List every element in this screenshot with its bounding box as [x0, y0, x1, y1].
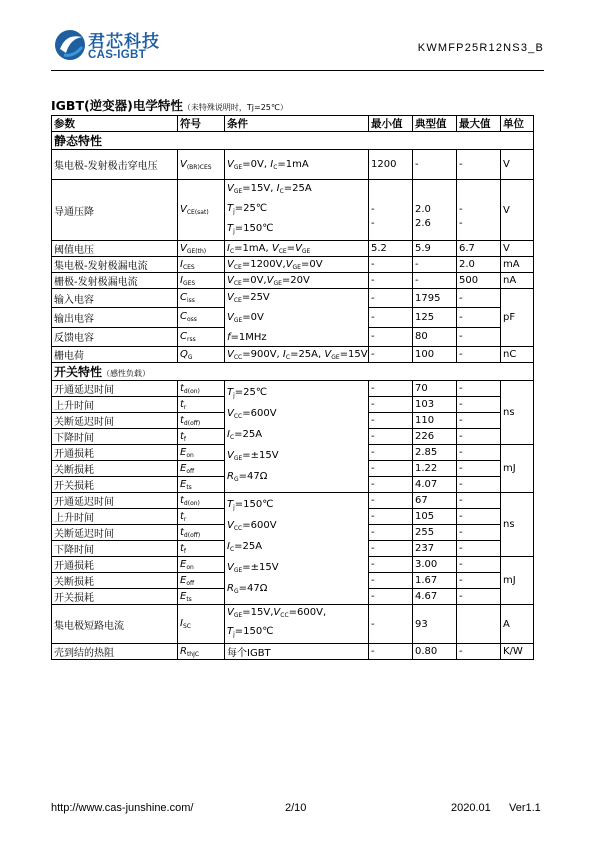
max-cell: -	[457, 381, 501, 397]
group-row-static	[52, 132, 534, 150]
max-cell	[457, 180, 501, 241]
electrical-characteristics-table	[51, 115, 534, 660]
max-value: -	[459, 218, 463, 229]
min-cell: -	[369, 289, 413, 308]
min-cell: -	[369, 477, 413, 493]
typ-cell: 80	[413, 327, 457, 346]
param-cell: 开通延迟时间	[52, 493, 178, 509]
static-group-title: 静态特性	[52, 132, 534, 150]
min-cell: -	[369, 381, 413, 397]
switching-title-text: 开关特性	[54, 365, 103, 379]
typ-cell: 70	[413, 381, 457, 397]
max-cell: 6.7	[457, 241, 501, 257]
table-row	[52, 257, 534, 273]
table-row	[52, 289, 534, 308]
unit-cell: ns	[501, 493, 534, 557]
unit-cell: K/W	[501, 644, 534, 660]
group-row-switching	[52, 363, 534, 381]
symbol-cell: $t_r$	[178, 509, 225, 525]
typ-cell: 67	[413, 493, 457, 509]
param-cell: 集电极-发射极击穿电压	[52, 150, 178, 180]
condition-cell: $T_j=25℃$ $V_{CC}=600V$ $I_C=25A$ $V_{GE}=\pm 15V$ $R_G=47\Omega$	[225, 381, 369, 493]
param-cell: 上升时间	[52, 397, 178, 413]
unit-cell: A	[501, 605, 534, 644]
symbol-cell: $t_{d(on)}$	[178, 493, 225, 509]
symbol-cell: $t_f$	[178, 541, 225, 557]
param-cell: 反馈电容	[52, 327, 178, 346]
symbol-cell: $t_{d(off)}$	[178, 413, 225, 429]
param-cell: 关断延迟时间	[52, 525, 178, 541]
param-cell: 栅电荷	[52, 347, 178, 363]
symbol-cell: $R_{thJC}$	[178, 644, 225, 660]
max-cell: -	[457, 289, 501, 308]
symbol-cell: $C_{rss}$	[178, 327, 225, 346]
table-row	[52, 241, 534, 257]
typ-cell: -	[413, 257, 457, 273]
typ-cell: 0.80	[413, 644, 457, 660]
max-cell: -	[457, 413, 501, 429]
typ-cell: 226	[413, 429, 457, 445]
min-cell: -	[369, 429, 413, 445]
unit-cell: mJ	[501, 445, 534, 493]
typ-cell: 93	[413, 605, 457, 644]
max-cell: -	[457, 525, 501, 541]
min-value: -	[371, 218, 375, 229]
param-cell: 关断损耗	[52, 573, 178, 589]
max-cell: -	[457, 397, 501, 413]
min-cell: -	[369, 509, 413, 525]
symbol-cell: $E_{ts}$	[178, 589, 225, 605]
param-cell: 导通压降	[52, 180, 178, 241]
typ-cell: 1.67	[413, 573, 457, 589]
symbol-cell: $I_{CES}$	[178, 257, 225, 273]
unit-cell: mJ	[501, 557, 534, 605]
typ-cell: 2.85	[413, 445, 457, 461]
typ-cell: -	[413, 273, 457, 289]
typ-cell: -	[413, 150, 457, 180]
param-cell: 壳到结的热阻	[52, 644, 178, 660]
typ-cell: 1795	[413, 289, 457, 308]
condition-cell: $I_C=1mA$, $V_{CE}=V_{GE}$	[225, 241, 369, 257]
param-cell: 下降时间	[52, 429, 178, 445]
unit-cell: mA	[501, 257, 534, 273]
col-header-symbol: 符号	[178, 116, 225, 132]
condition-cell: $V_{GE}=15V,V_{CC}=600V$, $T_j=150℃$	[225, 605, 369, 644]
col-header-condition: 条件	[225, 116, 369, 132]
param-cell: 关断损耗	[52, 461, 178, 477]
param-cell: 集电极-发射极漏电流	[52, 257, 178, 273]
min-cell: -	[369, 493, 413, 509]
footer-version: Ver1.1	[509, 802, 541, 814]
company-logo	[54, 27, 189, 67]
symbol-cell: $t_{d(off)}$	[178, 525, 225, 541]
table-row	[52, 644, 534, 660]
min-cell: 1200	[369, 150, 413, 180]
max-cell: -	[457, 509, 501, 525]
max-value: -	[459, 204, 463, 215]
max-cell: -	[457, 429, 501, 445]
symbol-cell: $I_{SC}$	[178, 605, 225, 644]
min-cell: -	[369, 257, 413, 273]
symbol-cell: $E_{on}$	[178, 557, 225, 573]
param-cell: 上升时间	[52, 509, 178, 525]
logo-mark-icon	[54, 27, 88, 67]
header-divider	[51, 70, 544, 71]
footer-url[interactable]: http://www.cas-junshine.com/	[51, 802, 194, 814]
param-cell: 输出电容	[52, 308, 178, 327]
max-cell: -	[457, 477, 501, 493]
param-cell: 下降时间	[52, 541, 178, 557]
param-cell: 开关损耗	[52, 477, 178, 493]
param-cell: 输入电容	[52, 289, 178, 308]
symbol-cell: $t_r$	[178, 397, 225, 413]
col-header-unit: 单位	[501, 116, 534, 132]
section-title-text: IGBT(逆变器)电学特性	[51, 98, 183, 113]
param-cell: 阈值电压	[52, 241, 178, 257]
max-cell: -	[457, 327, 501, 346]
min-cell: -	[369, 557, 413, 573]
typ-cell: 110	[413, 413, 457, 429]
switching-note: （感性负载）	[102, 369, 151, 378]
condition-cell: 每个IGBT	[225, 644, 369, 660]
max-cell	[457, 605, 501, 644]
table-row	[52, 381, 534, 397]
min-cell: -	[369, 541, 413, 557]
typ-value: 2.0	[415, 204, 431, 215]
min-cell: -	[369, 589, 413, 605]
param-cell: 集电极短路电流	[52, 605, 178, 644]
section-note: （未特殊说明时，Tj=25℃）	[182, 103, 288, 112]
symbol-cell: $C_{iss}$	[178, 289, 225, 308]
typ-cell: 3.00	[413, 557, 457, 573]
symbol-cell: $t_{d(on)}$	[178, 381, 225, 397]
condition-cell: $V_{CC}=900V$, $I_C=25A$, $V_{GE}=15V$	[225, 347, 369, 363]
typ-cell: 255	[413, 525, 457, 541]
max-cell: -	[457, 150, 501, 180]
max-cell: 2.0	[457, 257, 501, 273]
typ-cell	[413, 180, 457, 241]
condition-cell: $T_j=150℃$ $V_{CC}=600V$ $I_C=25A$ $V_{GE}=\pm 15V$ $R_G=47\Omega$	[225, 493, 369, 605]
typ-cell: 103	[413, 397, 457, 413]
min-cell: -	[369, 525, 413, 541]
max-cell: -	[457, 347, 501, 363]
footer-page-number: 2/10	[285, 802, 307, 814]
max-cell: -	[457, 573, 501, 589]
unit-cell: pF	[501, 289, 534, 347]
condition-cell: $V_{GE}=15V$, $I_C=25A$ $T_j=25℃$ $T_j=150℃$	[225, 180, 369, 241]
min-cell: -	[369, 644, 413, 660]
symbol-cell: $V_{GE(th)}$	[178, 241, 225, 257]
max-cell: -	[457, 445, 501, 461]
symbol-cell: $V_{CE(sat)}$	[178, 180, 225, 241]
param-cell: 开通延迟时间	[52, 381, 178, 397]
param-cell: 开通损耗	[52, 557, 178, 573]
table-row	[52, 273, 534, 289]
symbol-cell: $E_{ts}$	[178, 477, 225, 493]
condition-cell: $V_{CE}=25V$ $V_{GE}=0V$ f=1MHz	[225, 289, 369, 347]
max-cell: 500	[457, 273, 501, 289]
section-title	[51, 96, 288, 114]
param-cell: 开关损耗	[52, 589, 178, 605]
min-cell: -	[369, 605, 413, 644]
col-header-typ: 典型值	[413, 116, 457, 132]
typ-cell: 4.67	[413, 589, 457, 605]
typ-cell: 100	[413, 347, 457, 363]
condition-cell: $V_{GE}=0V$, $I_C=1mA$	[225, 150, 369, 180]
max-cell: -	[457, 461, 501, 477]
min-cell: -	[369, 347, 413, 363]
max-cell: -	[457, 644, 501, 660]
logo-english-text: CAS-IGBT	[88, 49, 146, 61]
min-cell: -	[369, 573, 413, 589]
max-cell: -	[457, 308, 501, 327]
typ-cell: 125	[413, 308, 457, 327]
footer-date: 2020.01	[451, 802, 491, 814]
col-header-min: 最小值	[369, 116, 413, 132]
table-row	[52, 493, 534, 509]
typ-cell: 237	[413, 541, 457, 557]
symbol-cell: $t_f$	[178, 429, 225, 445]
min-cell: -	[369, 308, 413, 327]
min-cell: -	[369, 461, 413, 477]
unit-cell: nA	[501, 273, 534, 289]
table-row	[52, 347, 534, 363]
unit-cell: V	[501, 150, 534, 180]
min-cell: -	[369, 445, 413, 461]
max-cell: -	[457, 541, 501, 557]
symbol-cell: $C_{oss}$	[178, 308, 225, 327]
condition-cell: $V_{CE}=0V,V_{GE}=20V$	[225, 273, 369, 289]
table-header-row	[52, 116, 534, 132]
unit-cell: V	[501, 241, 534, 257]
param-cell: 栅极-发射极漏电流	[52, 273, 178, 289]
table-row	[52, 180, 534, 241]
symbol-cell: $E_{on}$	[178, 445, 225, 461]
max-cell: -	[457, 493, 501, 509]
min-value: -	[371, 204, 375, 215]
condition-cell: $V_{CE}=1200V,V_{GE}=0V$	[225, 257, 369, 273]
min-cell: -	[369, 273, 413, 289]
symbol-cell: $Q_G$	[178, 347, 225, 363]
symbol-cell: $E_{off}$	[178, 461, 225, 477]
typ-cell: 105	[413, 509, 457, 525]
param-cell: 关断延迟时间	[52, 413, 178, 429]
table-row	[52, 150, 534, 180]
min-cell: -	[369, 397, 413, 413]
table-row	[52, 605, 534, 644]
min-cell	[369, 180, 413, 241]
typ-cell: 5.9	[413, 241, 457, 257]
typ-cell: 1.22	[413, 461, 457, 477]
switching-group-title	[52, 363, 534, 381]
max-cell: -	[457, 557, 501, 573]
symbol-cell: $E_{off}$	[178, 573, 225, 589]
document-id: KWMFP25R12NS3_B	[417, 42, 544, 54]
col-header-max: 最大值	[457, 116, 501, 132]
min-cell: -	[369, 327, 413, 346]
col-header-param: 参数	[52, 116, 178, 132]
min-cell: -	[369, 413, 413, 429]
param-cell: 开通损耗	[52, 445, 178, 461]
unit-cell: ns	[501, 381, 534, 445]
symbol-cell: $I_{GES}$	[178, 273, 225, 289]
typ-value: 2.6	[415, 218, 431, 229]
max-cell: -	[457, 589, 501, 605]
min-cell: 5.2	[369, 241, 413, 257]
unit-cell: V	[501, 180, 534, 241]
typ-cell: 4.07	[413, 477, 457, 493]
logo-chinese-text: 君芯科技	[88, 32, 160, 52]
unit-cell: nC	[501, 347, 534, 363]
symbol-cell: $V_{(BR)CES}$	[178, 150, 225, 180]
